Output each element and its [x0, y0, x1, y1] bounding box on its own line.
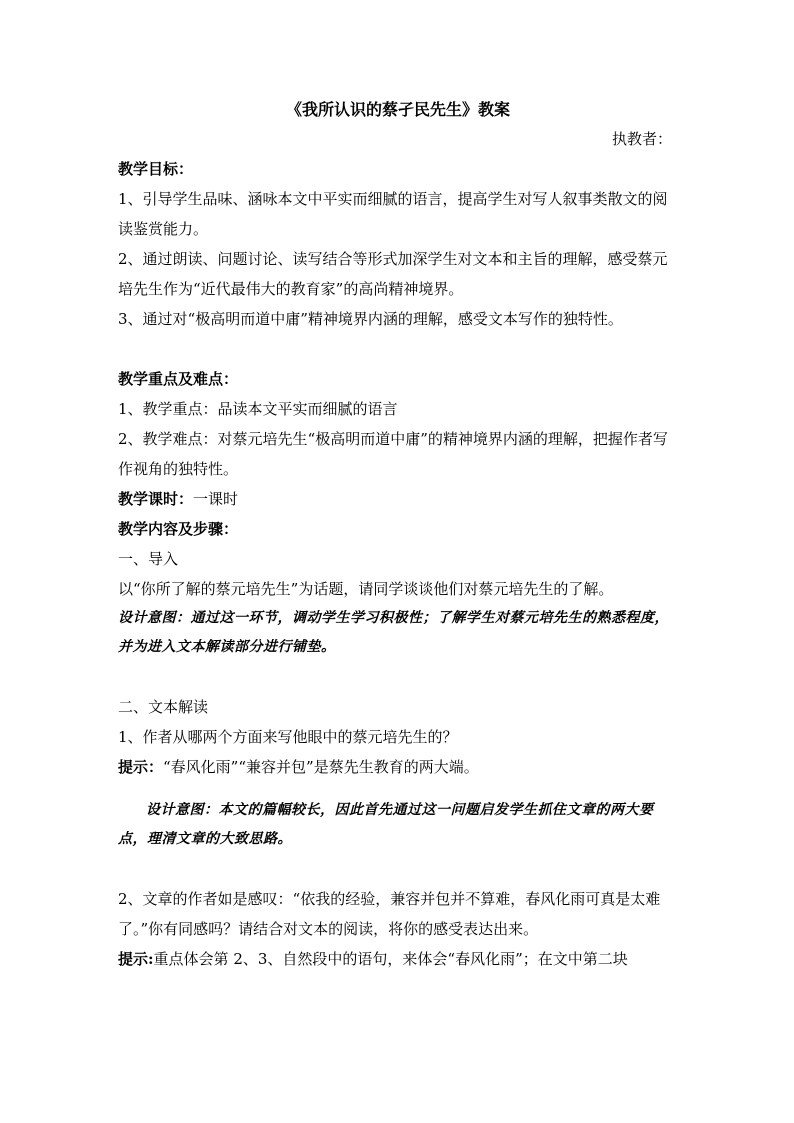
objectives-heading: 教学目标：	[118, 160, 194, 178]
objective-item: 3、通过对“极高明而道中庸”精神境界内涵的理解，感受文本写作的独特性。	[118, 310, 623, 328]
teaching-hours	[118, 484, 678, 514]
hint-1-label: 提示：	[118, 758, 164, 776]
keypoints-heading: 教学重点及难点：	[118, 370, 239, 388]
keypoint-item: 1、教学重点：品读本文平实而细腻的语言	[118, 400, 398, 418]
hint-2-text: 重点体会第 2、3、自然段中的语句，来体会“春风化雨”；在文中第二块	[153, 950, 628, 968]
section2-design-intent: 设计意图：本文的篇幅较长，因此首先通过这一问题启发学生抓住文章的两大要点，理清文章的大致思路。	[118, 802, 654, 847]
section1-heading: 一、导入	[118, 550, 179, 568]
teaching-hours-label: 教学课时：	[118, 490, 194, 508]
author-line: 执教者：	[611, 130, 672, 148]
objective-item: 2、通过朗读、问题讨论、读写结合等形式加深学生对文本和主旨的理解，感受蔡元培先生作为“近代最伟大的教育家”的高尚精神境界。	[118, 250, 668, 298]
teaching-hours-value: 一课时	[193, 490, 239, 508]
document-body	[118, 96, 678, 974]
hint-1-text: “春风化雨”“兼容并包”是蔡先生教育的两大端。	[163, 758, 479, 776]
hint-2-label: 提示:	[118, 950, 154, 968]
section2-heading: 二、文本解读	[118, 698, 209, 716]
hint-1	[118, 752, 678, 782]
question-1: 1、作者从哪两个方面来写他眼中的蔡元培先生的？	[118, 728, 458, 746]
objective-item: 1、引导学生品味、涵咏本文中平实而细腻的语言，提高学生对写人叙事类散文的阅读鉴赏能力。	[118, 190, 668, 238]
steps-heading: 教学内容及步骤：	[118, 520, 239, 538]
section1-design-intent: 设计意图：通过这一环节，调动学生学习积极性；了解学生对蔡元培先生的熟悉程度，并为进入文本解读部分进行铺垫。	[118, 610, 669, 655]
document-title: 《我所认识的蔡孑民先生》教案	[285, 100, 510, 119]
question-2: 2、文章的作者如是感叹：“依我的经验，兼容并包并不算难，春风化雨可真是太难了。”你有同感吗？请结合对文本的阅读，将你的感受表达出来。	[118, 890, 661, 938]
hint-2	[118, 944, 678, 974]
keypoint-item: 2、教学难点：对蔡元培先生“极高明而道中庸”的精神境界内涵的理解，把握作者写作视角的独特性。	[118, 430, 668, 478]
section1-text: 以“你所了解的蔡元培先生”为话题，请同学谈谈他们对蔡元培先生的了解。	[118, 580, 614, 598]
